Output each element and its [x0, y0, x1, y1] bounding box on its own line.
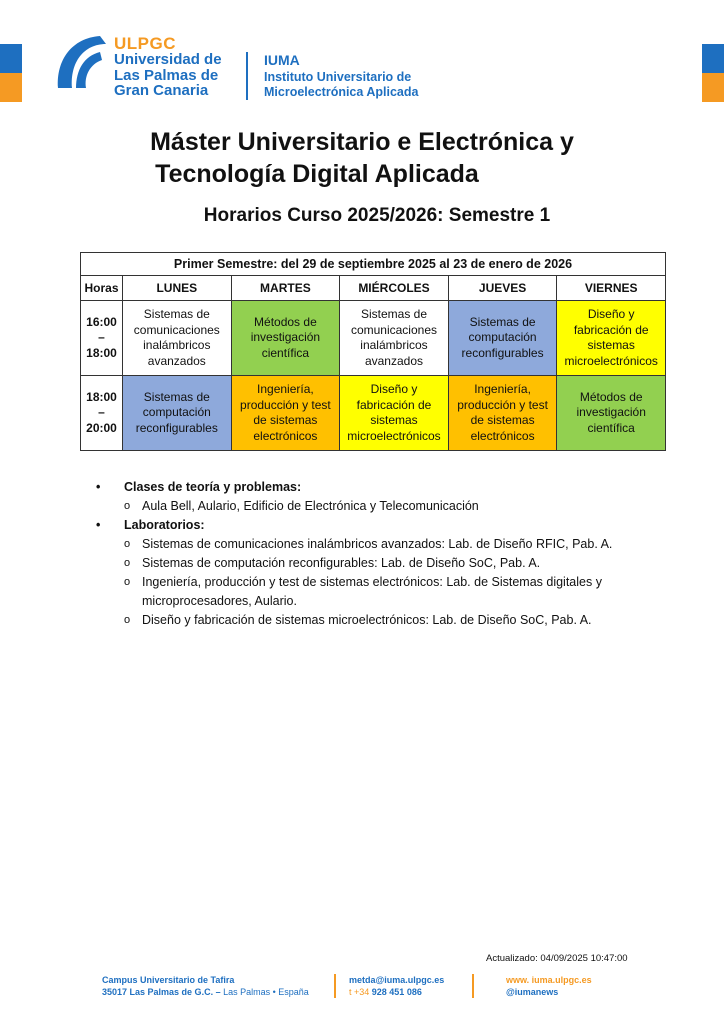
iuma-name-line: Instituto Universitario de: [264, 70, 412, 84]
class-cell: Sistemas de computación reconfigurables: [448, 301, 557, 376]
time-end: 20:00: [86, 420, 117, 435]
list-item: [96, 573, 656, 611]
iuma-name-line: Microelectrónica Aplicada: [264, 85, 419, 99]
time-slot: [81, 376, 123, 451]
list-item-text: Diseño y fabricación de sistemas microelectrónicos: Lab. de Diseño SoC, Pab. A.: [142, 613, 592, 627]
time-start: 18:00: [86, 389, 117, 404]
list-item-text: Sistemas de comunicaciones inalámbricos avanzados: Lab. de Diseño RFIC, Pab. A.: [142, 537, 613, 551]
page-footer: [0, 974, 724, 1004]
time-dash: –: [98, 405, 105, 420]
footer-contact: [349, 974, 444, 998]
column-header-thursday: JUEVES: [448, 276, 557, 301]
page-subtitle: Horarios Curso 2025/2026: Semestre 1: [203, 205, 551, 226]
footer-address: [102, 974, 309, 998]
list-item: [96, 611, 656, 630]
list-item: [96, 535, 656, 554]
bullet-circle-icon: o: [124, 538, 131, 550]
ulpgc-name-line: Universidad de: [114, 51, 222, 68]
table-row: [81, 376, 666, 451]
column-header-friday: VIERNES: [557, 276, 666, 301]
column-header-wednesday: MIÉRCOLES: [340, 276, 449, 301]
time-dash: –: [98, 330, 105, 345]
list-item-text: Sistemas de computación reconfigurables: Lab. de Diseño SoC, Pab. A.: [142, 556, 541, 570]
footer-phone-number: 928 451 086: [371, 987, 422, 997]
class-cell: Sistemas de comunicaciones inalámbricos avanzados: [123, 301, 232, 376]
time-slot: [81, 301, 123, 376]
table-row: [81, 301, 666, 376]
bullet-circle-icon: o: [124, 500, 131, 512]
class-cell: Diseño y fabricación de sistemas microelectrónicos: [340, 376, 449, 451]
class-cell: Métodos de investigación científica: [231, 301, 340, 376]
column-header-hours: Horas: [81, 276, 123, 301]
class-cell: Métodos de investigación científica: [557, 376, 666, 451]
footer-address-small: Las Palmas • España: [223, 987, 309, 997]
ulpgc-logo-icon: [50, 30, 112, 92]
footer-divider: [472, 974, 474, 998]
header-logo: [50, 30, 450, 106]
class-cell: Ingeniería, producción y test de sistemas electrónicos: [231, 376, 340, 451]
updated-timestamp: Actualizado: 04/09/2025 10:47:00: [486, 953, 628, 964]
footer-divider: [334, 974, 336, 998]
list-item-text: Ingeniería, producción y test de sistemas electrónicos: Lab. de Sistemas digitales y microprocesadores, Aulario.: [142, 575, 602, 608]
column-header-monday: LUNES: [123, 276, 232, 301]
page-title: [0, 126, 724, 190]
footer-campus: Campus Universitario de Tafira: [102, 975, 235, 985]
notes-list: [96, 478, 656, 630]
table-header-row: [81, 276, 666, 301]
iuma-abbreviation: IUMA: [264, 52, 300, 68]
footer-web: [506, 974, 592, 998]
logo-divider: [246, 52, 248, 100]
ulpgc-full-name: [114, 52, 234, 99]
time-start: 16:00: [86, 314, 117, 329]
list-item: [96, 497, 656, 516]
footer-website-link[interactable]: www. iuma.ulpgc.es: [506, 975, 592, 985]
class-cell: Sistemas de comunicaciones inalámbricos avanzados: [340, 301, 449, 376]
ulpgc-name-line: Las Palmas de: [114, 66, 219, 84]
class-cell: Sistemas de computación reconfigurables: [123, 376, 232, 451]
ulpgc-abbreviation: ULPGC: [114, 34, 176, 53]
labs-label: • Laboratorios:: [96, 516, 656, 535]
footer-address-line: 35017 Las Palmas de G.C. –: [102, 987, 224, 997]
theory-label: • Clases de teoría y problemas:: [96, 478, 656, 497]
iuma-full-name: [264, 70, 464, 100]
title-line-1: Máster Universitario e Electrónica y: [150, 128, 574, 156]
footer-email-link[interactable]: metda@iuma.ulpgc.es: [349, 975, 445, 985]
bullet-circle-icon: o: [124, 557, 131, 569]
column-header-tuesday: MARTES: [231, 276, 340, 301]
list-item-text: Aula Bell, Aulario, Edificio de Electrónica y Telecomunicación: [142, 499, 479, 513]
class-cell: Diseño y fabricación de sistemas microelectrónicos: [557, 301, 666, 376]
title-line-2: Tecnología Digital Aplicada: [155, 160, 479, 188]
footer-phone-prefix: t +34: [349, 987, 372, 997]
ulpgc-name-line: Gran Canaria: [114, 82, 209, 99]
list-item: [96, 554, 656, 573]
class-cell: Ingeniería, producción y test de sistemas electrónicos: [448, 376, 557, 451]
bullet-circle-icon: o: [124, 614, 131, 626]
footer-social-handle[interactable]: @iumanews: [506, 987, 559, 997]
corner-decoration-left: [0, 44, 22, 102]
time-end: 18:00: [86, 345, 117, 360]
bullet-circle-icon: o: [124, 576, 131, 588]
schedule-table: [80, 252, 666, 451]
corner-decoration-right: [702, 44, 724, 102]
semester-period: Primer Semestre: del 29 de septiembre 2025 al 23 de enero de 2026: [81, 253, 666, 276]
